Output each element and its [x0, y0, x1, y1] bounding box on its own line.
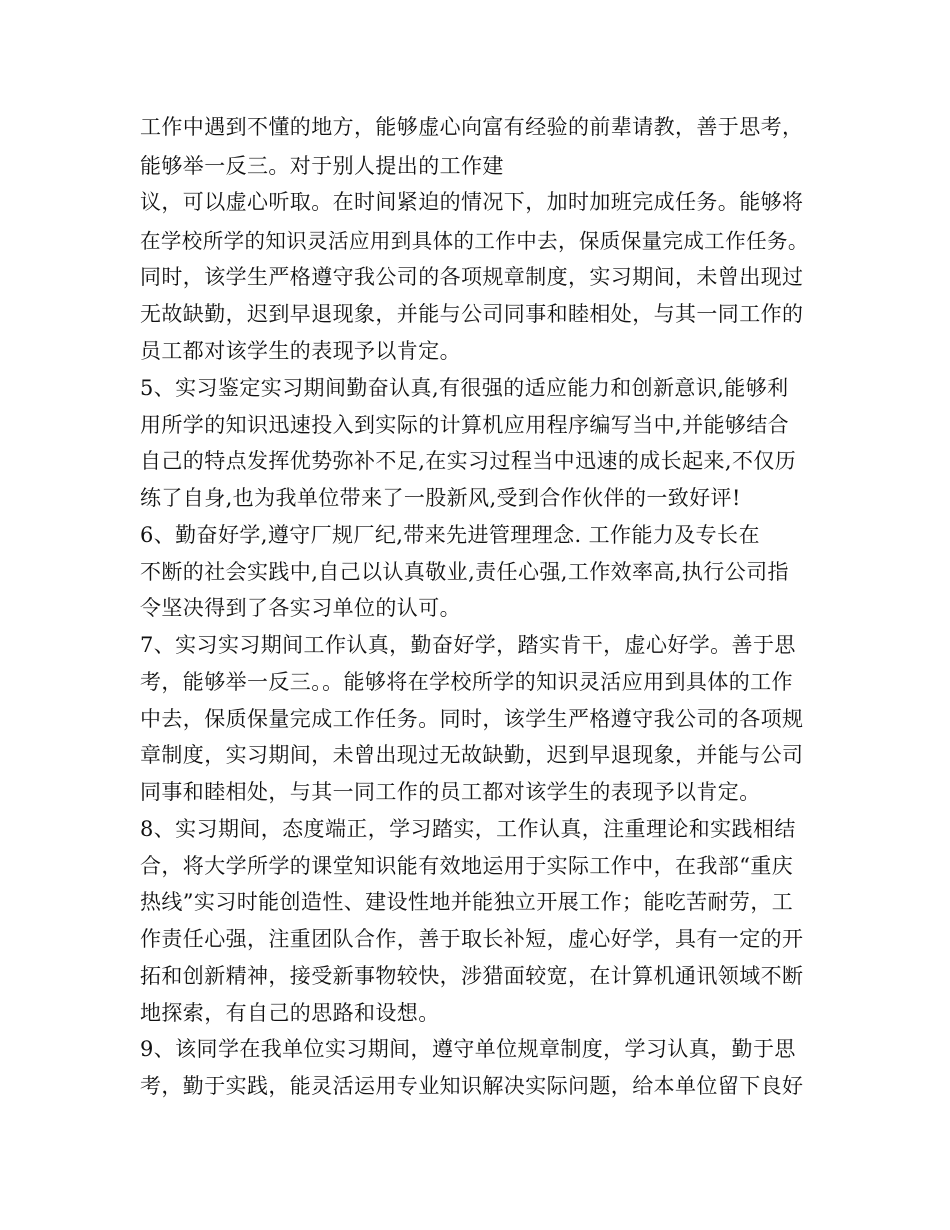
- text-line: 5、实习鉴定实习期间勤奋认真,有很强的适应能力和创新意识,能够利: [140, 376, 789, 400]
- text-line: 自己的特点发挥优势弥补不足,在实习过程当中迅速的成长起来,不仅历: [140, 449, 797, 473]
- text-line: 在学校所学的知识灵活应用到具体的工作中去，保质保量完成工作任务。: [140, 229, 809, 253]
- text-line: 员工都对该学生的表现予以肯定。: [140, 339, 461, 363]
- text-line: 作责任心强，注重团队合作，善于取长补短，虚心好学，具有一定的开: [140, 927, 804, 951]
- text-line: 不断的社会实践中,自己以认真敬业,责任心强,工作效率高,执行公司指: [140, 560, 789, 584]
- text-line: 章制度，实习期间，未曾出现过无故缺勤，迟到早退现象，并能与公司: [140, 743, 804, 767]
- text-line: 考，能够举一反三。。能够将在学校所学的知识灵活应用到具体的工作: [140, 670, 793, 694]
- text-line: 无故缺勤，迟到早退现象，并能与公司同事和睦相处，与其一同工作的: [140, 302, 804, 326]
- text-line: 合，将大学所学的课堂知识能有效地运用于实际工作中，在我部“重庆: [140, 854, 794, 878]
- text-line: 令坚决得到了各实习单位的认可。: [140, 596, 461, 620]
- text-line: 6、勤奋好学,遵守厂规厂纪,带来先进管理理念. 工作能力及专长在: [140, 523, 760, 547]
- text-line: 中去，保质保量完成工作任务。同时，该学生严格遵守我公司的各项规: [140, 707, 804, 731]
- text-line: 9、该同学在我单位实习期间，遵守单位规章制度，学习认真，勤于思: [140, 1037, 796, 1061]
- text-line: 工作中遇到不懂的地方，能够虚心向富有经验的前辈请教，善于思考，: [140, 115, 804, 139]
- text-line: 能够举一反三。对于别人提出的工作建: [140, 154, 504, 178]
- text-line: 8、实习期间，态度端正，学习踏实，工作认真，注重理论和实践相结: [140, 817, 796, 841]
- text-line: 7、实习实习期间工作认真，勤奋好学，踏实肯干，虚心好学。善于思: [140, 633, 796, 657]
- text-line: 拓和创新精神，接受新事物较快，涉猎面较宽，在计算机通讯领域不断: [140, 964, 804, 988]
- text-line: 热线”实习时能创造性、建设性地并能独立开展工作；能吃苦耐劳，工: [140, 890, 794, 914]
- text-line: 同事和睦相处，与其一同工作的员工都对该学生的表现予以肯定。: [140, 780, 761, 804]
- text-line: 考，勤于实践，能灵活运用专业知识解决实际问题，给本单位留下良好: [140, 1074, 804, 1098]
- text-line: 练了自身,也为我单位带来了一股新风,受到合作伙伴的一致好评!: [140, 486, 741, 510]
- text-line: 同时，该学生严格遵守我公司的各项规章制度，实习期间，未曾出现过: [140, 265, 804, 289]
- text-line: 地探索，有自己的思路和设想。: [140, 1001, 440, 1025]
- text-line: 用所学的知识迅速投入到实际的计算机应用程序编写当中,并能够结合: [140, 413, 790, 437]
- text-line: 议，可以虚心听取。在时间紧迫的情况下，加时加班完成任务。能够将: [140, 190, 804, 214]
